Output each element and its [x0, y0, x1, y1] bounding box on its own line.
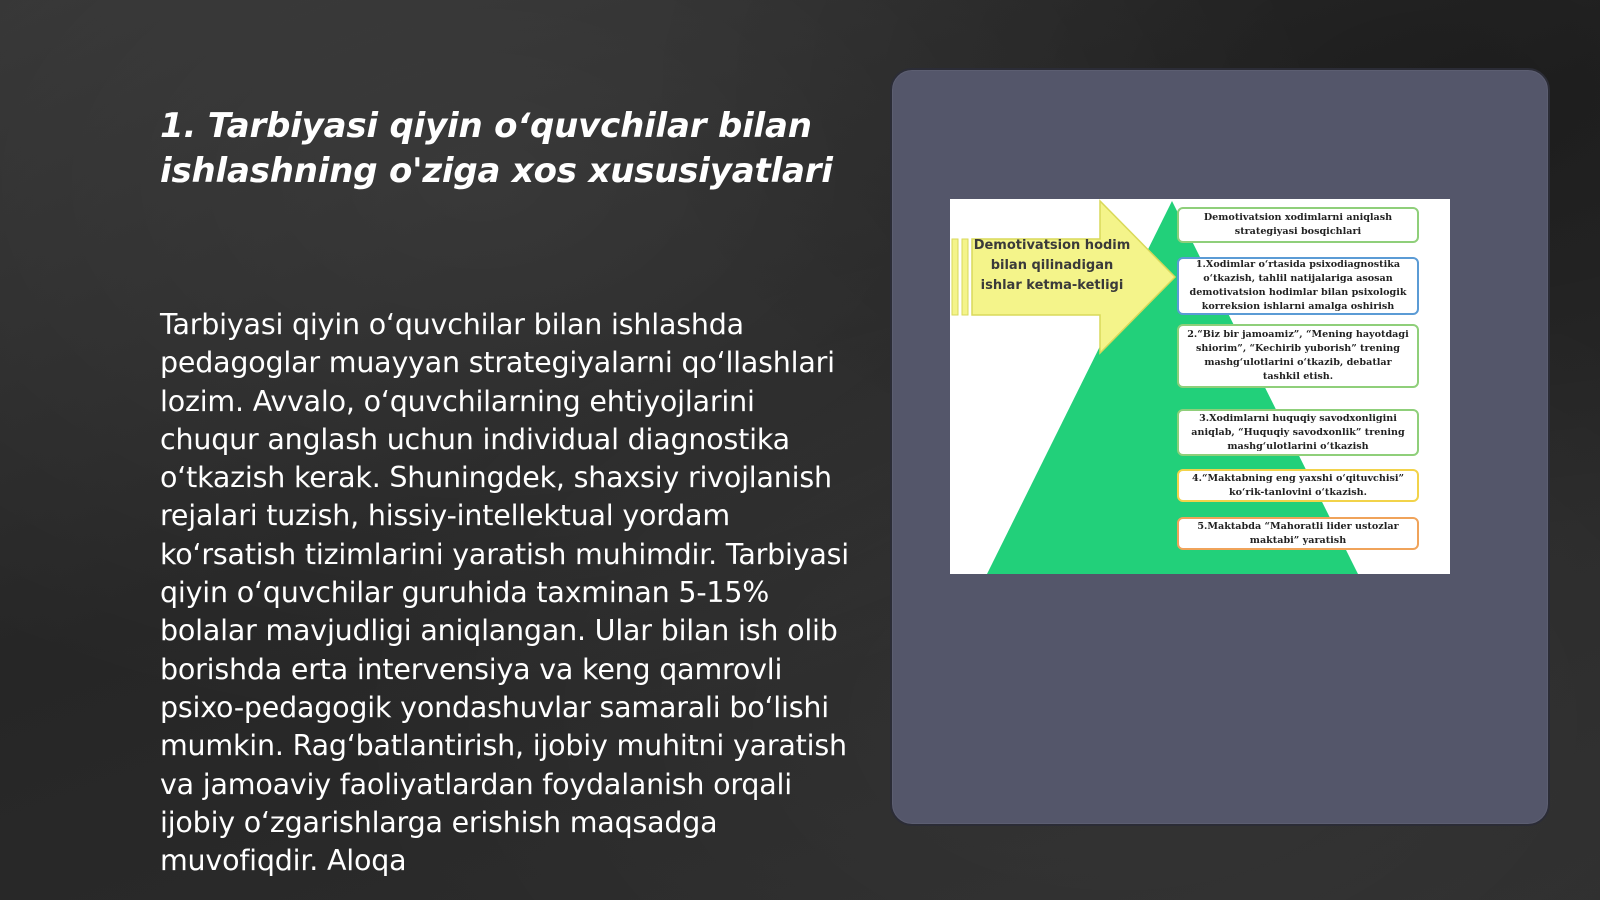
step-box-2: 2.“Biz bir jamoamiz”, “Mening hayotdagi shiorim”, “Kechirib yuborish” trening mashg‘ulotlarini o‘tkazib, debatlar tashkil etish.: [1177, 324, 1419, 388]
slide-title: 1. Tarbiyasi qiyin o‘quvchilar bilan ishlashning o'ziga xos xususiyatlari: [160, 106, 833, 191]
step-box-1: 1.Xodimlar o‘rtasida psixodiagnostika o‘tkazish, tahlil natijalariga asosan demotivatsion hodimlar bilan psixologik korreksion ishlarni amalga oshirish: [1177, 257, 1419, 315]
arrow-side-bar-1: [952, 239, 958, 315]
step-box-3: 3.Xodimlarni huquqiy savodxonligini aniqlab, “Huquqiy savodxonlik” trening mashg‘ulotlarini o‘tkazish: [1177, 409, 1419, 456]
arrow-side-bar-2: [962, 239, 968, 315]
arrow-label: Demotivatsion hodim bilan qilinadigan ishlar ketma-ketligi: [973, 238, 1131, 293]
step-box-4: 4.“Maktabning eng yaxshi o‘qituvchisi” ko‘rik-tanlovini o‘tkazish.: [1177, 469, 1419, 502]
step-box-5: 5.Maktabda “Mahoratli lider ustozlar maktabi” yaratish: [1177, 517, 1419, 550]
slide-body-text: Tarbiyasi qiyin o‘quvchilar bilan ishlashda pedagoglar muayyan strategiyalarni qo‘llashlari lozim. Avvalo, o‘quvchilarning ehtiyojlarini chuqur anglash uchun individual diagnostika o‘tkazish kerak. Shuningdek, shaxsiy rivojlanish rejalari tuzish, hissiy-intellektual yordam ko‘rsatish tizimlarini yaratish muhimdir. Tarbiyasi qiyin o‘quvchilar guruhida taxminan 5-15% bolalar mavjudligi aniqlangan. Ular bilan ish olib borishda erta intervensiya va keng qamrovli psixo-pedagogik yondashuvlar samarali bo‘lishi mumkin. Rag‘batlantirish, ijobiy muhitni yaratish va jamoaviy faoliyatlardan foydalanish orqali ijobiy o‘zgarishlarga erishish maqsadga muvofiqdir. Aloqa: [160, 308, 850, 878]
strategy-diagram: [950, 199, 1450, 574]
strategy-header-box: Demotivatsion xodimlarni aniqlash strategiyasi bosqichlari: [1177, 207, 1419, 243]
